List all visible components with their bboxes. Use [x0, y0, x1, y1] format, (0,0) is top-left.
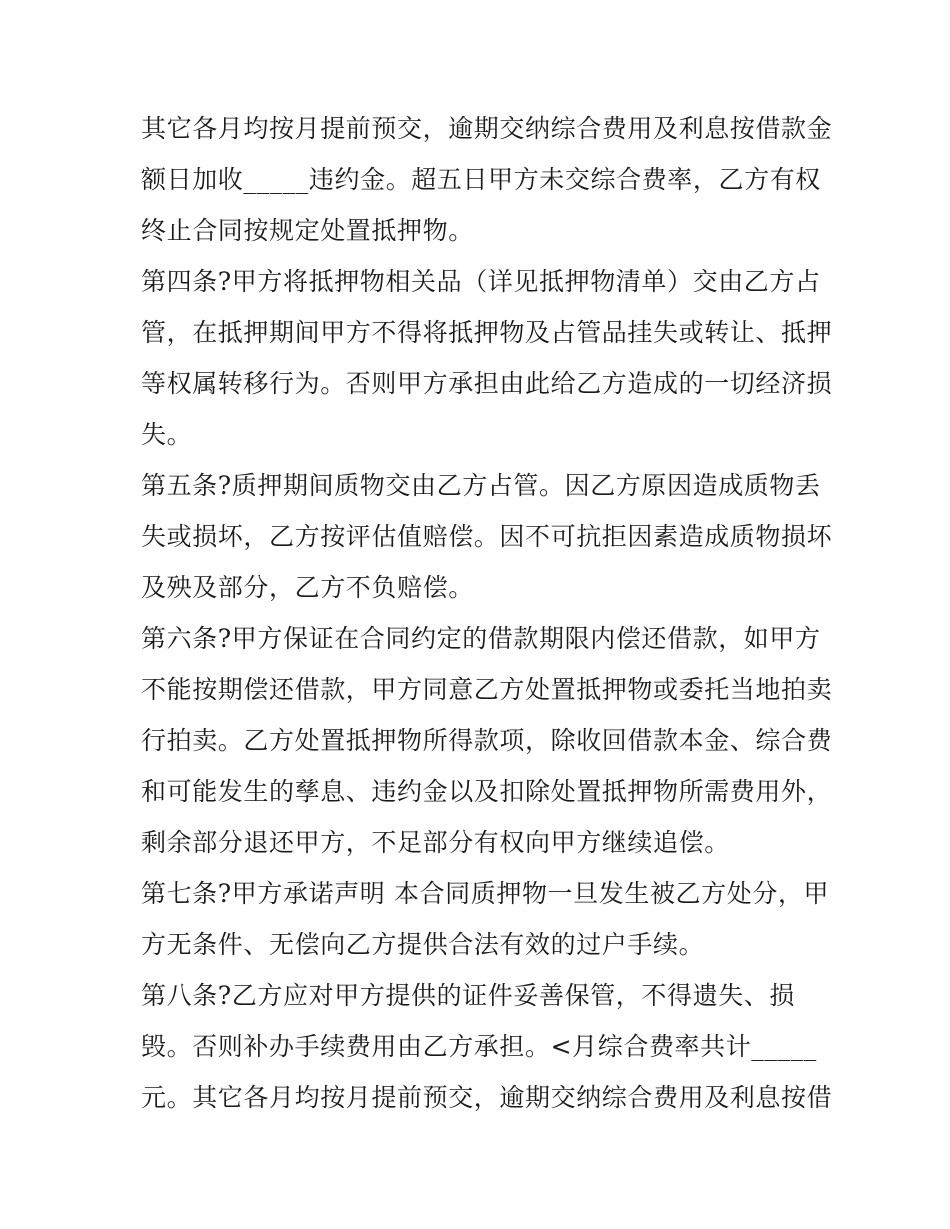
text-line-7: 失。 [141, 420, 193, 449]
text-line-2: 额日加收_____违约金。超五日甲方未交综合费率，乙方有权 [141, 165, 821, 194]
text-line-8: 第五条?质押期间质物交由乙方占管。因乙方原因造成质物丢 [141, 471, 821, 500]
text-line-15: 剩余部分退还甲方，不足部分有权向甲方继续追偿。 [141, 828, 730, 857]
text-line-18: 第八条?乙方应对甲方提供的证件妥善保管，不得遗失、损 [141, 981, 796, 1010]
text-line-5: 管，在抵押期间甲方不得将抵押物及占管品挂失或转让、抵押 [141, 318, 833, 347]
text-line-16: 第七条?甲方承诺声明 本合同质押物一旦发生被乙方处分，甲 [141, 879, 830, 908]
text-line-6: 等权属转移行为。否则甲方承担由此给乙方造成的一切经济损 [141, 369, 833, 398]
text-line-4: 第四条?甲方将抵押物相关品（详见抵押物清单）交由乙方占 [141, 267, 821, 296]
text-line-12: 不能按期偿还借款，甲方同意乙方处置抵押物或委托当地拍卖 [141, 675, 833, 704]
text-line-9: 失或损坏，乙方按评估值赔偿。因不可抗拒因素造成质物损坏 [141, 522, 833, 551]
text-line-10: 及殃及部分，乙方不负赔偿。 [141, 573, 474, 602]
text-line-3: 终止合同按规定处置抵押物。 [141, 216, 474, 245]
text-line-13: 行拍卖。乙方处置抵押物所得款项，除收回借款本金、综合费 [141, 726, 833, 755]
text-line-1: 其它各月均按月提前预交，逾期交纳综合费用及利息按借款金 [141, 114, 833, 143]
text-line-11: 第六条?甲方保证在合同约定的借款期限内偿还借款，如甲方 [141, 624, 821, 653]
text-line-14: 和可能发生的孳息、违约金以及扣除处置抵押物所需费用外， [141, 777, 833, 806]
text-line-17: 方无条件、无偿向乙方提供合法有效的过户手续。 [141, 930, 705, 959]
text-line-20: 元。其它各月均按月提前预交，逾期交纳综合费用及利息按借 [141, 1083, 833, 1112]
text-line-19: 毁。否则补办手续费用由乙方承担。<月综合费率共计_____ [141, 1032, 817, 1061]
